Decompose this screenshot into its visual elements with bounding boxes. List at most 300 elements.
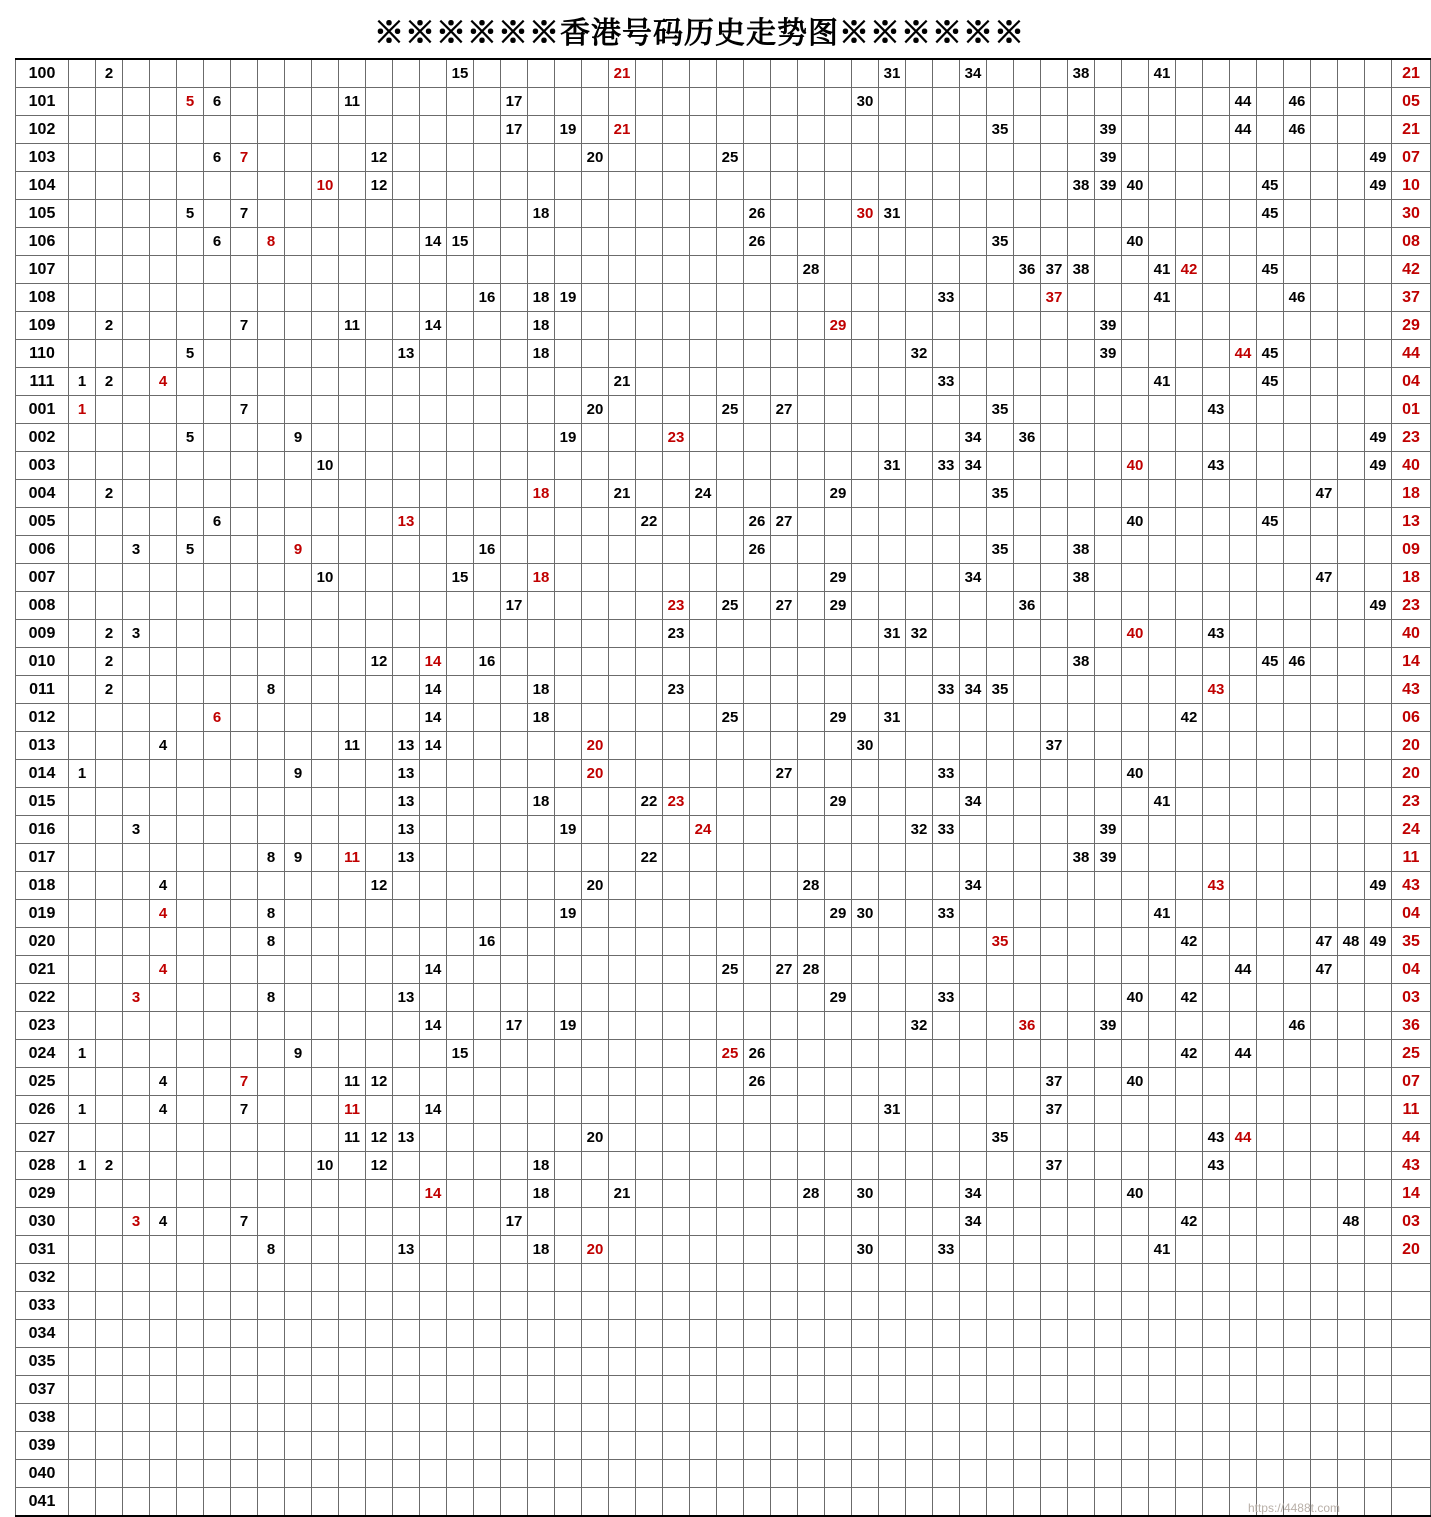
number-cell — [1257, 116, 1284, 144]
number-cell — [366, 116, 393, 144]
number-cell — [771, 1040, 798, 1068]
number-cell — [960, 620, 987, 648]
number-cell — [825, 648, 852, 676]
number-cell — [474, 564, 501, 592]
number-cell — [582, 1432, 609, 1460]
number-cell — [1203, 704, 1230, 732]
number-cell — [393, 1180, 420, 1208]
number-cell — [1122, 396, 1149, 424]
number-cell — [1257, 1068, 1284, 1096]
number-cell — [366, 256, 393, 284]
number-cell — [1176, 1180, 1203, 1208]
number-cell — [69, 676, 96, 704]
number-cell-marked: 45 — [1257, 200, 1284, 228]
number-cell — [852, 1376, 879, 1404]
number-cell — [1257, 872, 1284, 900]
number-cell — [1068, 676, 1095, 704]
number-cell — [1068, 1404, 1095, 1432]
number-cell — [528, 592, 555, 620]
number-cell — [879, 284, 906, 312]
number-cell — [609, 1068, 636, 1096]
number-cell — [1365, 956, 1392, 984]
number-cell — [717, 732, 744, 760]
number-cell — [1122, 368, 1149, 396]
number-cell — [555, 1292, 582, 1320]
number-cell — [825, 732, 852, 760]
number-cell — [879, 872, 906, 900]
number-cell — [690, 648, 717, 676]
number-cell — [501, 564, 528, 592]
number-cell — [312, 88, 339, 116]
number-cell — [852, 144, 879, 172]
number-cell — [231, 368, 258, 396]
number-cell — [1014, 1208, 1041, 1236]
number-cell — [1230, 508, 1257, 536]
number-cell — [744, 704, 771, 732]
number-cell — [96, 928, 123, 956]
table-row — [16, 1264, 1431, 1292]
number-cell — [1149, 1488, 1176, 1517]
number-cell — [1095, 900, 1122, 928]
number-cell — [1311, 172, 1338, 200]
number-cell — [1203, 564, 1230, 592]
number-cell — [1014, 1152, 1041, 1180]
number-cell — [933, 424, 960, 452]
number-cell — [636, 1488, 663, 1517]
number-cell — [1257, 284, 1284, 312]
number-cell — [663, 1488, 690, 1517]
number-cell — [258, 788, 285, 816]
number-cell — [1230, 1236, 1257, 1264]
period-label: 026 — [16, 1096, 69, 1124]
number-cell — [150, 59, 177, 88]
number-cell — [933, 620, 960, 648]
number-cell-marked: 2 — [96, 1152, 123, 1180]
number-cell — [1041, 536, 1068, 564]
number-cell — [177, 284, 204, 312]
number-cell — [501, 732, 528, 760]
number-cell — [1095, 536, 1122, 564]
number-cell-marked: 21 — [609, 480, 636, 508]
number-cell-marked: 18 — [528, 1236, 555, 1264]
number-cell — [231, 284, 258, 312]
table-row — [16, 760, 1431, 788]
number-cell — [285, 1180, 312, 1208]
number-cell — [933, 480, 960, 508]
number-cell — [150, 508, 177, 536]
period-label: 017 — [16, 844, 69, 872]
number-cell — [258, 256, 285, 284]
number-cell — [312, 284, 339, 312]
number-cell — [1311, 1460, 1338, 1488]
number-cell — [609, 424, 636, 452]
number-cell — [258, 1012, 285, 1040]
number-cell — [717, 1012, 744, 1040]
number-cell — [663, 172, 690, 200]
number-cell — [960, 536, 987, 564]
number-cell — [1230, 1376, 1257, 1404]
number-cell — [474, 116, 501, 144]
number-cell — [1311, 1292, 1338, 1320]
number-cell — [609, 1292, 636, 1320]
number-cell — [285, 984, 312, 1012]
special-number: 23 — [1392, 424, 1431, 452]
number-cell — [528, 59, 555, 88]
number-cell — [339, 872, 366, 900]
period-label: 104 — [16, 172, 69, 200]
number-cell-marked: 15 — [447, 59, 474, 88]
number-cell-marked: 8 — [258, 844, 285, 872]
number-cell — [150, 788, 177, 816]
number-cell-marked: 41 — [1149, 284, 1176, 312]
number-cell — [744, 788, 771, 816]
number-cell — [1311, 648, 1338, 676]
number-cell-marked: 46 — [1284, 88, 1311, 116]
number-cell — [771, 1320, 798, 1348]
number-cell — [96, 88, 123, 116]
number-cell — [96, 872, 123, 900]
number-cell — [744, 1096, 771, 1124]
number-cell — [69, 788, 96, 816]
number-cell — [96, 1488, 123, 1517]
number-cell — [1149, 956, 1176, 984]
number-cell — [1311, 284, 1338, 312]
number-cell — [258, 1376, 285, 1404]
number-cell — [258, 648, 285, 676]
number-cell — [177, 956, 204, 984]
number-cell — [1257, 1236, 1284, 1264]
number-cell — [1203, 368, 1230, 396]
number-cell — [204, 452, 231, 480]
number-cell-marked: 30 — [852, 200, 879, 228]
number-cell — [1149, 480, 1176, 508]
special-number: 20 — [1392, 1236, 1431, 1264]
number-cell — [501, 1320, 528, 1348]
number-cell — [879, 1236, 906, 1264]
number-cell — [555, 1320, 582, 1348]
number-cell — [420, 452, 447, 480]
number-cell — [717, 1404, 744, 1432]
number-cell — [798, 1348, 825, 1376]
number-cell — [231, 592, 258, 620]
number-cell-marked: 17 — [501, 1208, 528, 1236]
number-cell — [1365, 564, 1392, 592]
number-cell-marked: 29 — [825, 564, 852, 592]
number-cell — [474, 984, 501, 1012]
number-cell — [987, 956, 1014, 984]
number-cell-marked: 37 — [1041, 1152, 1068, 1180]
number-cell — [123, 88, 150, 116]
number-cell — [1122, 592, 1149, 620]
number-cell — [690, 228, 717, 256]
number-cell — [393, 676, 420, 704]
number-cell — [204, 956, 231, 984]
number-cell — [555, 172, 582, 200]
number-cell-marked: 33 — [933, 760, 960, 788]
number-cell — [258, 732, 285, 760]
number-cell — [393, 1320, 420, 1348]
number-cell — [204, 1488, 231, 1517]
number-cell — [1338, 620, 1365, 648]
number-cell — [474, 788, 501, 816]
number-cell — [852, 256, 879, 284]
number-cell — [1068, 452, 1095, 480]
number-cell — [1122, 816, 1149, 844]
number-cell — [798, 312, 825, 340]
number-cell — [123, 424, 150, 452]
number-cell — [555, 984, 582, 1012]
number-cell — [1122, 732, 1149, 760]
number-cell — [636, 172, 663, 200]
number-cell — [717, 116, 744, 144]
number-cell — [1311, 816, 1338, 844]
number-cell-marked: 2 — [96, 676, 123, 704]
number-cell — [744, 1012, 771, 1040]
number-cell — [717, 1348, 744, 1376]
number-cell — [528, 872, 555, 900]
number-cell — [1149, 872, 1176, 900]
number-cell — [879, 592, 906, 620]
number-cell — [1338, 956, 1365, 984]
number-cell — [987, 844, 1014, 872]
number-cell — [1284, 1292, 1311, 1320]
number-cell — [393, 396, 420, 424]
number-cell — [123, 900, 150, 928]
number-cell — [1014, 620, 1041, 648]
number-cell — [690, 536, 717, 564]
number-cell — [555, 1180, 582, 1208]
number-cell — [420, 144, 447, 172]
table-row — [16, 984, 1431, 1012]
number-cell-marked: 39 — [1095, 844, 1122, 872]
number-cell — [528, 732, 555, 760]
number-cell — [609, 144, 636, 172]
number-cell — [690, 592, 717, 620]
number-cell-marked: 25 — [717, 704, 744, 732]
number-cell — [1284, 1124, 1311, 1152]
number-cell — [717, 1124, 744, 1152]
number-cell — [339, 1040, 366, 1068]
period-label: 021 — [16, 956, 69, 984]
number-cell — [1338, 172, 1365, 200]
number-cell — [204, 340, 231, 368]
number-cell-marked: 30 — [852, 900, 879, 928]
number-cell — [717, 340, 744, 368]
number-cell — [150, 1012, 177, 1040]
number-cell — [717, 1488, 744, 1517]
number-cell — [1149, 732, 1176, 760]
number-cell-marked: 37 — [1041, 1096, 1068, 1124]
number-cell — [933, 228, 960, 256]
number-cell-marked: 47 — [1311, 480, 1338, 508]
number-cell — [69, 228, 96, 256]
number-cell — [1149, 1404, 1176, 1432]
number-cell — [1122, 116, 1149, 144]
number-cell — [582, 59, 609, 88]
number-cell — [744, 1152, 771, 1180]
number-cell — [744, 1376, 771, 1404]
number-cell — [1230, 312, 1257, 340]
number-cell — [258, 200, 285, 228]
table-row — [16, 1292, 1431, 1320]
number-cell — [474, 1124, 501, 1152]
period-label: 034 — [16, 1320, 69, 1348]
number-cell-marked: 40 — [1122, 508, 1149, 536]
number-cell — [1014, 1376, 1041, 1404]
number-cell — [420, 1320, 447, 1348]
number-cell — [609, 816, 636, 844]
number-cell — [1176, 1012, 1203, 1040]
number-cell — [744, 676, 771, 704]
number-cell — [1068, 816, 1095, 844]
number-cell — [366, 1320, 393, 1348]
number-cell — [1230, 760, 1257, 788]
number-cell — [1365, 1096, 1392, 1124]
number-cell — [1284, 1376, 1311, 1404]
period-label: 011 — [16, 676, 69, 704]
number-cell — [528, 144, 555, 172]
number-cell — [555, 1068, 582, 1096]
number-cell — [96, 116, 123, 144]
number-cell — [744, 732, 771, 760]
number-cell — [366, 1376, 393, 1404]
number-cell — [933, 312, 960, 340]
number-cell — [1338, 1264, 1365, 1292]
number-cell — [1068, 508, 1095, 536]
number-cell — [906, 116, 933, 144]
number-cell — [852, 368, 879, 396]
watermark-text: https://4488t.com — [1247, 1501, 1340, 1515]
special-number: 20 — [1392, 760, 1431, 788]
number-cell — [1203, 1376, 1230, 1404]
number-cell — [1284, 480, 1311, 508]
number-cell — [420, 88, 447, 116]
number-cell — [744, 648, 771, 676]
number-cell — [1338, 676, 1365, 704]
number-cell — [609, 1040, 636, 1068]
number-cell — [366, 1292, 393, 1320]
number-cell — [1311, 424, 1338, 452]
number-cell-marked: 24 — [690, 816, 717, 844]
number-cell — [609, 1124, 636, 1152]
number-cell — [717, 452, 744, 480]
number-cell — [285, 1320, 312, 1348]
number-cell — [366, 200, 393, 228]
number-cell — [1338, 872, 1365, 900]
number-cell-marked: 49 — [1365, 872, 1392, 900]
number-cell — [906, 1404, 933, 1432]
table-row — [16, 396, 1431, 424]
number-cell — [474, 592, 501, 620]
number-cell — [258, 368, 285, 396]
number-cell — [150, 564, 177, 592]
number-cell — [1338, 116, 1365, 144]
number-cell — [69, 536, 96, 564]
number-cell — [123, 760, 150, 788]
number-cell — [1122, 144, 1149, 172]
number-cell — [1068, 872, 1095, 900]
number-cell — [906, 59, 933, 88]
period-label: 027 — [16, 1124, 69, 1152]
number-cell — [393, 452, 420, 480]
number-cell — [1230, 676, 1257, 704]
number-cell — [69, 200, 96, 228]
number-cell — [1176, 396, 1203, 424]
number-cell — [501, 676, 528, 704]
number-cell-marked: 23 — [663, 620, 690, 648]
period-label: 102 — [16, 116, 69, 144]
number-cell — [1014, 88, 1041, 116]
table-row — [16, 872, 1431, 900]
special-number: 36 — [1392, 1012, 1431, 1040]
number-cell — [501, 340, 528, 368]
table-row — [16, 620, 1431, 648]
number-cell-marked: 4 — [150, 1068, 177, 1096]
number-cell — [123, 872, 150, 900]
number-cell — [123, 256, 150, 284]
number-cell — [177, 452, 204, 480]
number-cell — [501, 396, 528, 424]
number-cell — [690, 508, 717, 536]
special-number: 04 — [1392, 956, 1431, 984]
number-cell — [690, 788, 717, 816]
number-cell — [1257, 396, 1284, 424]
number-cell — [96, 508, 123, 536]
number-cell-marked: 35 — [987, 396, 1014, 424]
number-cell-marked: 48 — [1338, 928, 1365, 956]
number-cell — [177, 760, 204, 788]
number-cell — [906, 1320, 933, 1348]
number-cell — [852, 228, 879, 256]
number-cell — [177, 1292, 204, 1320]
number-cell — [609, 1488, 636, 1517]
number-cell — [1284, 928, 1311, 956]
number-cell — [312, 1012, 339, 1040]
number-cell — [1203, 732, 1230, 760]
number-cell — [717, 480, 744, 508]
number-cell — [906, 1348, 933, 1376]
number-cell — [528, 1376, 555, 1404]
number-cell — [1338, 284, 1365, 312]
number-cell — [744, 116, 771, 144]
number-cell — [420, 1236, 447, 1264]
number-cell — [1338, 312, 1365, 340]
number-cell — [1365, 1124, 1392, 1152]
special-number: 07 — [1392, 1068, 1431, 1096]
number-cell — [69, 984, 96, 1012]
number-cell — [1095, 228, 1122, 256]
number-cell — [852, 1068, 879, 1096]
number-cell — [906, 704, 933, 732]
number-cell — [825, 1208, 852, 1236]
number-cell — [447, 256, 474, 284]
number-cell — [96, 1068, 123, 1096]
number-cell — [258, 312, 285, 340]
number-cell — [690, 984, 717, 1012]
number-cell — [906, 564, 933, 592]
number-cell — [798, 704, 825, 732]
number-cell-marked: 29 — [825, 312, 852, 340]
table-row — [16, 228, 1431, 256]
number-cell — [447, 480, 474, 508]
number-cell — [204, 1320, 231, 1348]
number-cell — [312, 1320, 339, 1348]
number-cell — [987, 1488, 1014, 1517]
number-cell — [204, 928, 231, 956]
number-cell — [717, 200, 744, 228]
number-cell — [1203, 1180, 1230, 1208]
number-cell — [582, 984, 609, 1012]
